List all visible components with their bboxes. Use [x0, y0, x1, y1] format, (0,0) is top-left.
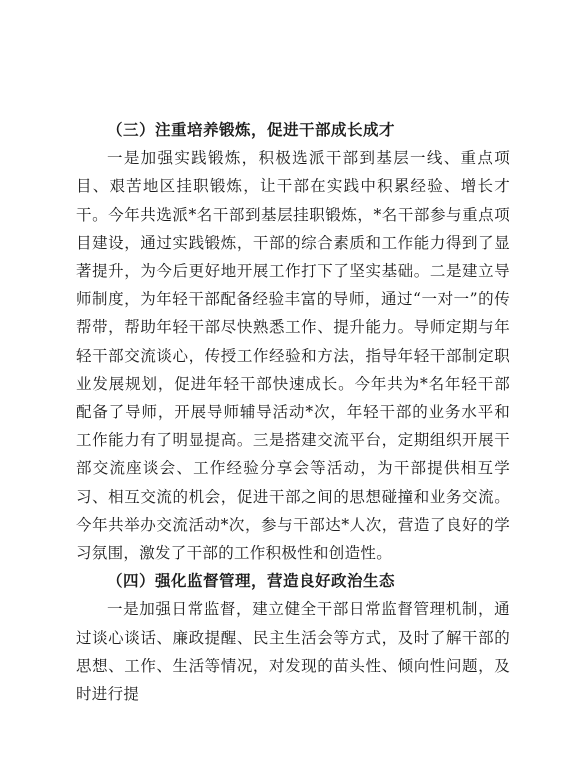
- section-heading-3: （三）注重培养锻炼，促进干部成长成才: [107, 120, 396, 139]
- document-body: [76, 116, 510, 708]
- section-heading-4: （四）强化监督管理，营造良好政治生态: [107, 571, 396, 591]
- section-paragraph-3: 一是加强实践锻炼，积极选派干部到基层一线、重点项目、艰苦地区挂职锻炼，让干部在实践中积累经验、增长才干。今年共选派*名干部到基层挂职锻炼，*名干部参与重点项目建设，通过实践锻炼，干部的综合素质和工作能力得到了显著提升，为今后更好地开展工作打下了坚实基础。二是建立导师制度，为年轻干部配备经验丰富的导师，通过“一对一”的传帮带，帮助年轻干部尽快熟悉工作、提升能力。导师定期与年轻干部交流谈心，传授工作经验和方法，指导年轻干部制定职业发展规划，促进年轻干部快速成长。今年共为*名年轻干部配备了导师，开展导师辅导活动*次，年轻干部的业务水平和工作能力有了明显提高。三是搭建交流平台，定期组织开展干部交流座谈会、工作经验分享会等活动，为干部提供相互学习、相互交流的机会，促进干部之间的思想碰撞和业务交流。今年共举办交流活动*次，参与干部达*人次，营造了良好的学习氛围，激发了干部的工作积极性和创造性。: [76, 149, 510, 563]
- section-paragraph-4: 一是加强日常监督，建立健全干部日常监督管理机制，通过谈心谈话、廉政提醒、民主生活会等方式，及时了解干部的思想、工作、生活等情况，对发现的苗头性、倾向性问题，及时进行提: [76, 600, 510, 704]
